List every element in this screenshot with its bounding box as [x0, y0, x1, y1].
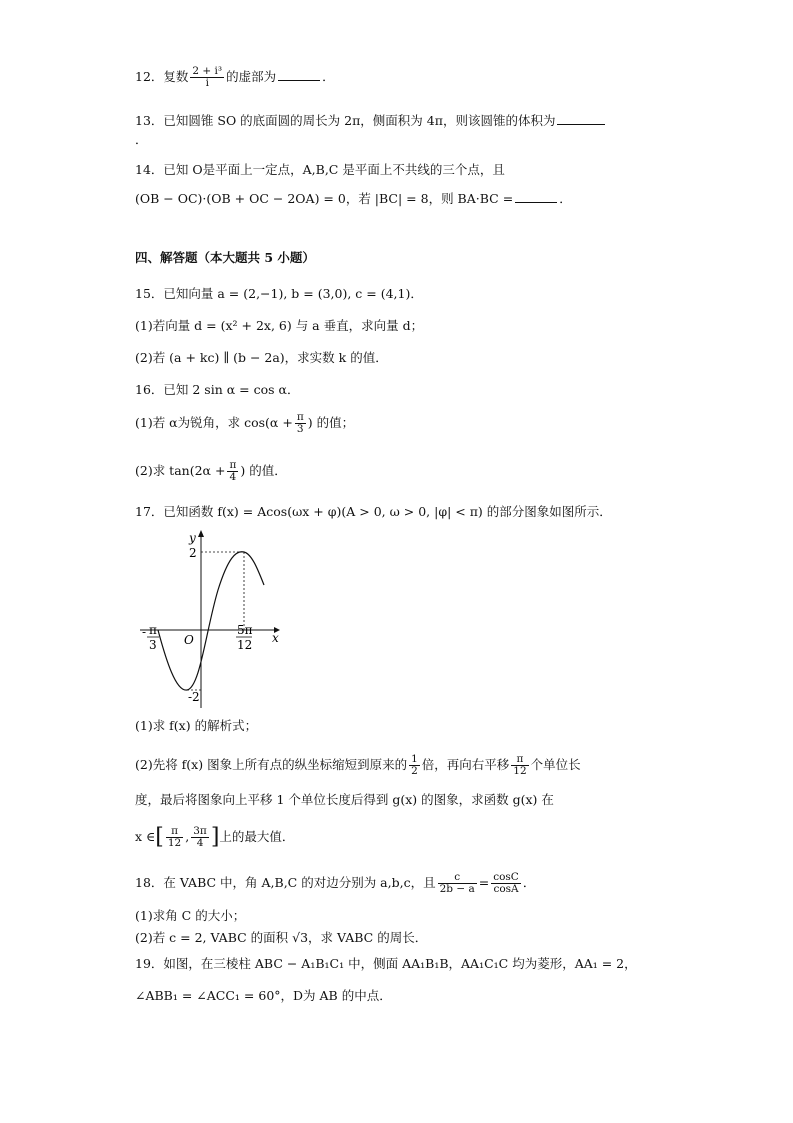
- q18-frac1: [438, 872, 477, 895]
- x-right-den: 12: [237, 638, 253, 652]
- q13-text: 13．已知圆锥 SO 的底面圆的周长为 2π，侧面积为 4π，则该圆锥的体积为: [135, 113, 556, 128]
- q17-half-den: 2: [411, 765, 418, 777]
- question-12: [135, 66, 335, 89]
- q12-end: ．: [322, 69, 335, 84]
- q17-int-b-num: 3π: [193, 825, 207, 837]
- q18-end: ．: [522, 875, 536, 890]
- q18-frac1-den: 2b − a: [439, 883, 475, 895]
- q17-shift-den: 12: [513, 765, 527, 777]
- q17-half-fraction: [409, 754, 420, 777]
- q12-prefix: 12．复数: [135, 69, 189, 84]
- q17-int-b: [191, 826, 209, 849]
- q18-frac2-den: cosA: [493, 883, 519, 895]
- y-axis-arrow: [198, 530, 204, 537]
- q12-frac-num: 2 + i³: [192, 65, 223, 77]
- q17-part1: (1)求 f(x) 的解析式；: [135, 718, 258, 733]
- section-title: 四、解答题（本大题共 5 小题）: [135, 250, 315, 265]
- q12-fraction: [190, 66, 224, 89]
- q15-part2: (2)若 (a + kc) ∥ (b − 2a)，求实数 k 的值．: [135, 350, 388, 365]
- q16-p1-fraction: [295, 412, 306, 435]
- q16-part2: [135, 460, 287, 483]
- q18-part1: (1)求角 C 的大小；: [135, 908, 246, 923]
- y-min-label: -2: [188, 690, 200, 704]
- q16-p2-prefix: (2)求 tan(2α +: [135, 463, 226, 478]
- q17-int-a-den: 12: [167, 837, 182, 849]
- q16-p2-fraction: [227, 460, 238, 483]
- q16-line1: 16．已知 2 sin α = cos α．: [135, 382, 300, 397]
- q14-line2: (OB − OC)·(OB + OC − 2OA) = 0，若 |BC| = 8，则 BA·BC =: [135, 191, 514, 206]
- q18-line1: [135, 872, 535, 895]
- q17-part2-line1: [135, 754, 581, 777]
- q16-p2-frac-num: π: [229, 459, 237, 471]
- q16-p2-frac-den: 4: [229, 471, 237, 483]
- question-13-cont: [135, 132, 148, 148]
- q16-p2-suffix: ) 的值．: [240, 463, 287, 478]
- q19-line1: 19．如图，在三棱柱 ABC − A₁B₁C₁ 中，侧面 AA₁B₁B，AA₁C₁C 均为菱形，AA₁ = 2，: [135, 956, 637, 971]
- q15-part1: (1)若向量 d = (x² + 2x, 6) 与 a 垂直，求向量 d；: [135, 318, 424, 333]
- q12-answer-blank: [278, 68, 320, 81]
- q14-line1: 14．已知 O是平面上一定点，A,B,C 是平面上不共线的三个点，且: [135, 162, 505, 177]
- q14-answer-blank: [515, 190, 557, 203]
- q17-p2c: 个单位长: [530, 757, 581, 772]
- q18-prefix: 18．在 VABC 中，角 A,B,C 的对边分别为 a,b,c，且: [135, 875, 436, 890]
- q17-interval-prefix: x ∈: [135, 829, 156, 844]
- q17-int-a: [166, 826, 183, 849]
- q18-frac2-num: cosC: [493, 871, 519, 883]
- q16-p1-suffix: ) 的值；: [307, 415, 355, 430]
- y-max-label: 2: [189, 546, 197, 560]
- q17-int-a-num: π: [166, 826, 183, 838]
- q17-p2b: 倍，再向右平移: [421, 757, 510, 772]
- x-left-den: 3: [149, 638, 157, 652]
- x-right-num: 5π: [237, 623, 253, 637]
- q16-p1-frac-num: π: [296, 411, 304, 423]
- question-13: [135, 112, 607, 129]
- cosine-curve: [158, 552, 264, 690]
- question-14-line1: [135, 162, 505, 178]
- q17-shift-fraction: [511, 754, 528, 777]
- right-bracket: ]: [210, 824, 220, 850]
- q16-p1-frac-den: 3: [296, 423, 304, 435]
- q17-interval-suffix: 上的最大值．: [219, 829, 295, 844]
- q17-shift-num: π: [511, 754, 528, 766]
- q17-part2-line3: x ∈[ $\frac{\pi}{12}$ , $\frac{3\pi}{4}$ ]上的最大值．: [135, 824, 295, 850]
- x-left-sign: -: [142, 625, 147, 639]
- q17-part2-line2: 度，最后将图象向上平移 1 个单位长度后得到 g(x) 的图象，求函数 g(x) 在: [135, 792, 554, 807]
- origin-label: O: [184, 633, 194, 647]
- q17-half-num: 1: [411, 753, 418, 765]
- y-axis-label: y: [189, 531, 196, 545]
- question-14-line2: [135, 190, 572, 207]
- q13-answer-blank: [557, 112, 605, 125]
- function-graph: [140, 530, 280, 710]
- q17-int-b-den: 4: [196, 837, 204, 849]
- q18-eq: =: [478, 875, 490, 890]
- q12-suffix: 的虚部为: [226, 69, 277, 84]
- q18-frac1-num: c: [438, 872, 477, 884]
- q16-part1: [135, 412, 354, 435]
- q17-line1: 17．已知函数 f(x) = Acos(ωx + φ)(A > 0, ω > 0, |φ| < π) 的部分图象如图所示．: [135, 504, 612, 519]
- q13-cont: ．: [135, 132, 148, 147]
- q18-frac2: [491, 872, 521, 895]
- q19-line2: ∠ABB₁ = ∠ACC₁ = 60°，D为 AB 的中点．: [135, 988, 392, 1003]
- x-left-num: π: [149, 623, 157, 637]
- q14-end: ．: [559, 191, 572, 206]
- q17-p2a: (2)先将 f(x) 图象上所有点的纵坐标缩短到原来的: [135, 757, 408, 772]
- left-bracket: [: [155, 824, 164, 850]
- q15-line1: 15．已知向量 a = (2,−1), b = (3,0), c = (4,1)．: [135, 286, 423, 301]
- q18-part2: (2)若 c = 2, VABC 的面积 √3，求 VABC 的周长．: [135, 930, 428, 945]
- x-axis-label: x: [272, 631, 279, 645]
- q12-frac-den: i: [205, 77, 209, 89]
- q16-p1-prefix: (1)若 α为锐角，求 cos(α +: [135, 415, 293, 430]
